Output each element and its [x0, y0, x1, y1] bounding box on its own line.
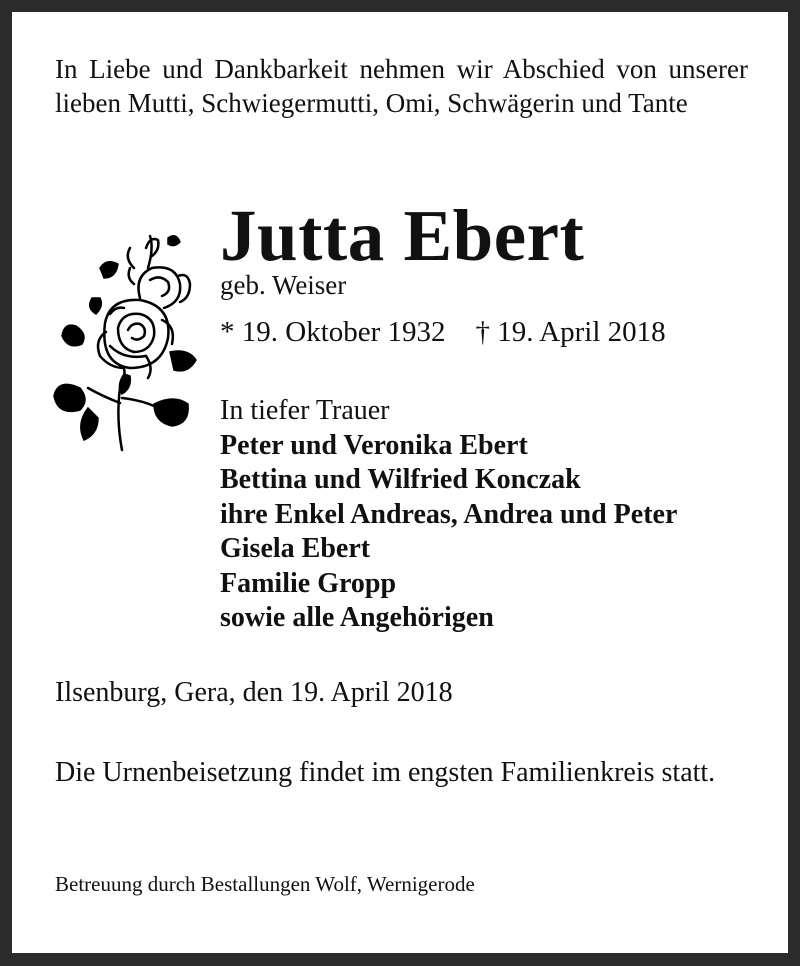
mourner-line: Familie Gropp: [220, 567, 397, 599]
mourning-intro: In tiefer Trauer: [220, 395, 390, 426]
undertaker-credit: Betreuung durch Bestallungen Wolf, Wernigerode: [55, 872, 475, 896]
mourners-block: [220, 394, 760, 636]
mourner-line: ihre Enkel Andreas, Andrea und Peter: [220, 498, 678, 530]
life-dates: [220, 314, 666, 350]
birth-date: * 19. Oktober 1932: [220, 316, 446, 348]
place-date: Ilsenburg, Gera, den 19. April 2018: [55, 677, 453, 708]
rose-icon: [50, 228, 200, 458]
mourner-line: sowie alle Angehörigen: [220, 602, 494, 633]
deceased-name: Jutta Ebert: [220, 195, 585, 276]
death-date: † 19. April 2018: [475, 316, 666, 348]
mourner-line: Gisela Ebert: [220, 533, 371, 564]
maiden-name: geb. Weiser: [220, 270, 347, 300]
mourner-line: Bettina und Wilfried Konczak: [220, 464, 581, 495]
intro-text: In Liebe und Dankbarkeit nehmen wir Abschied von unserer lieben Mutti, Schwiegermutti, Omi, Schwägerin und Tante: [55, 54, 748, 118]
mourner-line: Peter und Veronika Ebert: [220, 429, 528, 461]
urn-burial-note: Die Urnenbeisetzung findet im engsten Familienkreis statt.: [55, 757, 716, 788]
